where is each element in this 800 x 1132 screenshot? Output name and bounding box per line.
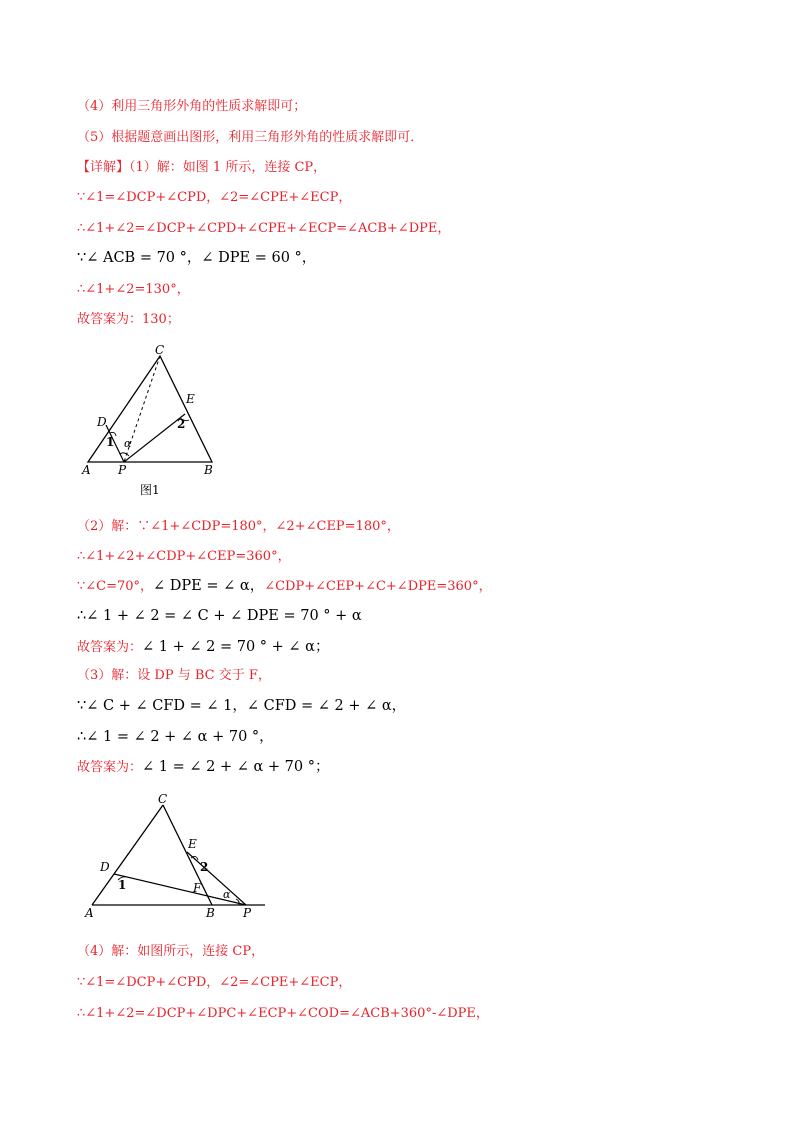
- text-line-1: （4）利用三角形外角的性质求解即可；: [77, 99, 307, 114]
- label-a: A: [85, 906, 94, 920]
- text-line-13: [77, 638, 329, 657]
- text-line-11c: ∠CDP+∠CEP+∠C+∠DPE=360°，: [264, 579, 492, 594]
- figure-2: [80, 788, 280, 923]
- text-line-11a: ∵∠C=70°，: [77, 579, 154, 594]
- detail-text: （1）解：如图 1 所示，连接 CP，: [129, 160, 327, 175]
- label-p: P: [243, 906, 252, 920]
- segment-ac: [92, 805, 163, 905]
- text-line-17b: ∠ 1 = ∠ 2 + ∠ α + 70 °；: [142, 759, 330, 775]
- label-c: C: [155, 343, 165, 357]
- label-2: 2: [177, 417, 186, 431]
- text-line-13b: ∠ 1 + ∠ 2 = 70 ° + ∠ α；: [142, 639, 330, 655]
- label-c: C: [158, 792, 168, 806]
- label-d: D: [100, 860, 110, 874]
- text-line-17: [77, 758, 329, 777]
- detail-tag: 【详解】: [77, 160, 130, 175]
- text-line-20: ∴∠1+∠2=∠DCP+∠DPC+∠ECP+∠COD=∠ACB+360°-∠DPE，: [77, 1006, 489, 1021]
- label-1: 1: [118, 878, 127, 892]
- label-alpha: α: [223, 888, 231, 901]
- label-b: B: [204, 463, 213, 477]
- text-line-11b: ∠ DPE = ∠ α，: [153, 578, 265, 594]
- text-line-8: 故答案为：130；: [77, 312, 180, 327]
- text-line-19: ∵∠1=∠DCP+∠CPD，∠2=∠CPE+∠ECP，: [77, 975, 352, 990]
- label-b: B: [206, 906, 215, 920]
- text-line-15: ∵∠ C + ∠ CFD = ∠ 1，∠ CFD = ∠ 2 + ∠ α，: [77, 698, 407, 714]
- label-f: F: [193, 881, 202, 895]
- text-line-7: ∴∠1+∠2=130°，: [77, 282, 190, 297]
- angle-alpha-arc: [236, 899, 239, 905]
- text-line-4: ∵∠1=∠DCP+∠CPD，∠2=∠CPE+∠ECP，: [77, 190, 352, 205]
- text-line-12: ∴∠ 1 + ∠ 2 = ∠ C + ∠ DPE = 70 ° + α: [77, 608, 362, 624]
- segment-cb: [163, 805, 212, 905]
- segment-ep: [187, 852, 246, 905]
- label-e: E: [186, 392, 195, 406]
- figure-1-caption: 图1: [140, 483, 160, 497]
- label-1: 1: [106, 435, 115, 449]
- segment-pe: [124, 414, 185, 462]
- text-line-2: （5）根据题意画出图形，利用三角形外角的性质求解即可．: [77, 130, 424, 145]
- figure-1: [80, 340, 230, 500]
- label-d: D: [97, 415, 107, 429]
- text-line-17a: 故答案为：: [77, 760, 143, 775]
- text-line-18: （4）解：如图所示，连接 CP，: [77, 944, 265, 959]
- text-line-3: [77, 159, 326, 177]
- text-line-11: [77, 577, 492, 596]
- label-e: E: [188, 837, 197, 851]
- text-line-6: ∵∠ ACB = 70 °，∠ DPE = 60 °，: [77, 250, 317, 266]
- label-alpha: α: [124, 437, 132, 450]
- text-line-14: （3）解：设 DP 与 BC 交于 F，: [77, 668, 271, 683]
- label-a: A: [82, 463, 91, 477]
- text-line-9: （2）解：∵∠1+∠CDP=180°，∠2+∠CEP=180°，: [77, 519, 400, 534]
- label-p: P: [118, 463, 127, 477]
- text-line-16: ∴∠ 1 = ∠ 2 + ∠ α + 70 °，: [77, 729, 274, 745]
- label-2: 2: [200, 860, 209, 874]
- text-line-5: ∴∠1+∠2=∠DCP+∠CPD+∠CPE+∠ECP=∠ACB+∠DPE，: [77, 221, 451, 236]
- text-line-13a: 故答案为：: [77, 640, 143, 655]
- text-line-10: ∴∠1+∠2+∠CDP+∠CEP=360°，: [77, 549, 291, 564]
